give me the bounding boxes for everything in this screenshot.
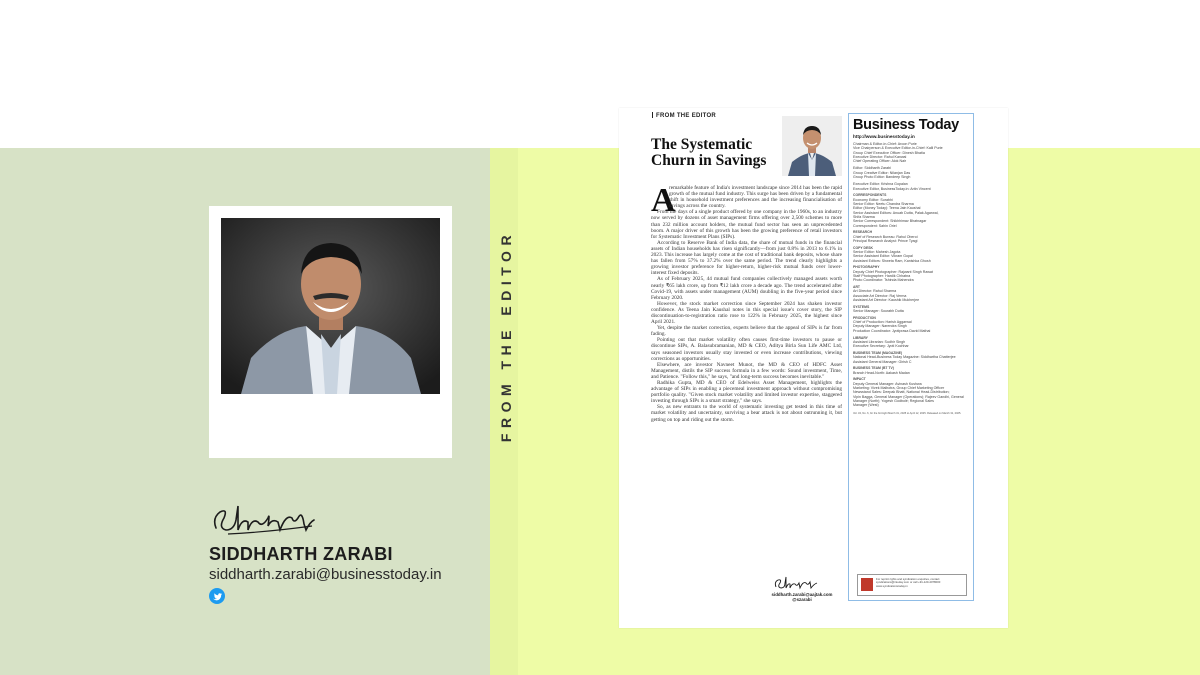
masthead-credit-line: Assistant Librarian: Sudhir Singh [853,339,906,344]
from-the-editor-vertical-label: FROM THE EDITOR [498,229,514,443]
article-paragraph: According to Reserve Bank of India data, the share of mutual funds in the financial assets of Indian households has risen significantly—from just 0.8% in 2013 to 6.1% in 2023. This increase has largely come at the cost of traditional bank deposits, whose share has fallen from 57% to 37.2% over the same period. The trend clearly highlights a growing investor preference for higher-return, higher-risk mutual funds over lower-interest fixed deposits. [651,239,842,277]
masthead-credit-line: Vice Chairperson & Executive Editor-in-Chief: Kalli Purie [853,146,943,151]
masthead-credit-line: Deputy Manager: Narendra Singh [853,324,907,329]
article-paragraph: From the days of a single product offered by one company in the 1960s, to an industry now served by dozens of asset management firms offering over 2,500 schemes to more than 232 million account holders, the mutual fund sector has seen an unprecedented boom. A major driver of this growth has been the growing preference of retail investors for Systematic Investment Plans (SIPs). [651,209,842,240]
syndication-logo-icon [861,578,873,591]
syndication-note: For reprint rights and syndication enquiries, contact syndications@intoday.com or call +91-120-4078000 www.syndicationstoday.in [876,577,941,588]
masthead-credit-line: Correspondent: Sahin Oriel [853,223,897,228]
page-signature-contact [762,592,842,602]
masthead-credit-line: Production Coordinator: Jyotiprasa David Mathai [853,328,931,333]
masthead-credit-line: Executive Secretary: Jyoti Kochhar [853,344,909,349]
editor-thumbnail-photo [782,116,842,176]
masthead-credit-line: Executive Director: Rahul Kanwal [853,154,907,159]
masthead-section-heading: COPY DESK [853,245,873,250]
masthead-credit-line: Vipin Bagga, General Manager (Operations); Rajeev Gandhi, General [853,394,964,399]
masthead-section-heading: LIBRARY [853,335,868,340]
masthead-credit-line: Assistant General Manager: Girish C [853,359,912,364]
masthead-section-heading: SYSTEMS [853,304,870,309]
masthead-section-heading: RESEARCH [853,230,873,235]
masthead-section-heading: PRODUCTION [853,315,876,320]
article-paragraph: Yet, despite the market correction, experts believe that the appeal of SIPs is far from fading. [651,325,842,338]
masthead-credit-line: Assistant Editors: Shweta Ram, Kanishka Ghosh [853,258,931,263]
masthead-credits [853,142,969,408]
masthead-credit-line: Deputy Chief Photographer: Rajwant Singh Rawat [853,269,933,274]
masthead-credit-line: Senior Correspondent: Shikhhimav Bhatnagar [853,219,927,224]
masthead-credit-line: Photo Coordinator: Tshinda Mahendra [853,278,914,283]
masthead-credit-line: Editor (Money Today): Teena Jain Kaushal [853,206,921,211]
masthead-credit-line: Staff Photographer: Hardik Chhabra [853,274,911,279]
masthead-credit-line: Manager (North); Yogesh Godbolé; Regional Sales [853,398,934,403]
magazine-page [619,108,1008,628]
twitter-icon[interactable] [209,588,225,604]
issue-line: Vol. 34, No. 6, for the fortnight March 31, 2025 to April 12, 2025. Released on March 31, 2025. [853,411,962,415]
article-paragraph: Pointing out that market volatility often causes first-time investors to pause or discontinue SIPs, A. Balasubramanian, MD & CEO, Aditya Birla Sun Life AMC Ltd, says seasoned investors usually stay invested or even increase contributions, viewing corrections as opportunities. [651,337,842,362]
author-name: SIDDHARTH ZARABI [209,544,393,564]
masthead-credit-line: Chief of Production: Harish Aggarwal [853,320,912,325]
article-body [651,182,842,557]
signature-email: siddharth.zarabi@aajtak.com [771,592,833,597]
masthead-section-heading: BUSINESS TEAM (MAGAZINE) [853,350,903,355]
masthead-credit-line: Chief of Research Bureau: Rahul Oberoi [853,234,918,239]
masthead-credit-line: Shifa Sharma [853,214,875,219]
masthead-credit-line: Branch Head-North: Aakash Madan [853,370,910,375]
masthead-credit-line: Associate Art Director: Raj Verma [853,293,907,298]
masthead-credit-line: Marketing: Vivek Malhotra, Group Chief Marketing Officer [853,386,945,391]
masthead-credit-line: Senior Manager: Sourabh Dutta [853,309,904,314]
masthead-section-heading: IMPACT [853,377,866,382]
article-paragraph: remarkable feature of India's investment landscape since 2014 has been the rapid growth of the mutual fund industry. This surge has been driven by a fundamental shift in household investment preferences and the increasing financialisation of savings across the country. [669,185,842,210]
masthead-credit-line: Senior Assistant Editors: Anuab Dutta, Palak Agarwal, [853,210,939,215]
masthead-credit-line: Art Director: Rahul Sharma [853,289,897,294]
article-paragraph: Elsewhere, ace investor Navneet Munot, the MD & CEO of HDFC Asset Management, distils the SIP success formula in a few words: Sound investment, Time, and Patience. "Follow this," he says, "and long-term success becomes inevitable." [651,361,842,380]
masthead-credit-line: Manager (West) [853,403,879,408]
article-paragraph: However, the stock market correction since September 2024 has shaken investor confidence. As Teena Jain Kaushal notes in this special issue's cover story, the SIP discontinuation-to-registration ratio rose to 122% in February 2025, the highest since April 2021. [651,300,842,326]
article-paragraph: So, as new entrants to the world of systematic investing get tested in this time of market volatility and uncertainty, surviving a bear attack is not about outrunning it, but getting on top and riding out the storm. [651,404,842,423]
masthead-section-heading: CORRESPONDENTS [853,193,887,198]
article-paragraph: As of February 2025, 44 mutual fund companies collectively managed assets worth nearly ₹65 lakh crore, up from ₹12 lakh crore a decade ago. The trend accelerated after Covid-19, with assets under management (AUM) doubling in the five-year period since February 2020. [651,276,842,301]
masthead-credit-line: Senior Assistant Editor: Vikram Gopal [853,254,913,259]
masthead-credit-line: Group Chief Executive Officer: Dinesh Bhatia [853,150,925,155]
masthead-credit-line: Senior Editor: Neetu Chandra Sharma [853,202,914,207]
signature-handle: @szarabi [792,597,812,603]
masthead-section-heading: BUSINESS TEAM (BT TV) [853,366,894,371]
article-dropcap: A [651,182,676,219]
author-signature [208,488,328,538]
masthead-credit-line: National Head-Business Today Magazine: Siddhartha Chatterjee [853,355,956,360]
masthead-box [848,113,974,601]
masthead-section-heading: PHOTOGRAPHY [853,265,880,270]
masthead-section-heading: ART [853,285,860,290]
masthead-url: http://www.businesstoday.in [853,134,915,139]
masthead-credit-line: Executive Editor: Krishna Gopalan [853,182,908,187]
business-today-logo: Business Today [853,117,959,133]
article-title: The Systematic Churn in Savings [651,136,767,169]
masthead-credit-line: Economy Editor: Surabhi [853,197,893,202]
author-photo-frame [209,206,452,458]
masthead-credit-line: Principal Research Analyst: Prince Tyagi [853,238,918,243]
article-paragraph: Radhika Gupta, MD & CEO of Edelweiss Asset Management, highlights the advantage of SIPs in enabling a piecemeal investment approach without compromising portfolio quality. "Given stock market volatility and limited investor expertise, staggered investing through SIPs is a smart strategy," she says. [651,380,842,405]
syndication-box [857,574,967,596]
masthead-credit-line: Group Creative Editor: Nilanjan Das [853,170,911,175]
masthead-credit-line: Deputy General Manager: Avinash Kushwa [853,381,922,386]
masthead-credit-line: Executive Editor, BusinessToday.in: Artin Vincent [853,186,931,191]
author-email-link[interactable]: siddharth.zarabi@businesstoday.in [209,566,442,583]
masthead-credit-line: Assistant Art Director: Kaushik Mukherjee [853,298,920,302]
page-signature [773,571,821,591]
masthead-credit-line: Chairman & Editor-in-Chief: Aroon Purie [853,142,917,146]
masthead-credit-line: Senior Editor: Mahesh Jagota [853,250,901,255]
masthead-credit-line: Editor: Siddharth Zarabi [853,166,891,171]
masthead-credit-line: Chief Operating Officer: Alok Nair [853,159,907,164]
author-photo [221,218,440,394]
masthead-credit-line: Group Photo Editor: Bandeep Singh [853,175,911,180]
masthead-credit-line: Newsstand Sales: Deepak Bhatt, National Head-Distribution; [853,390,950,395]
section-tag: FROM THE EDITOR [652,112,716,119]
